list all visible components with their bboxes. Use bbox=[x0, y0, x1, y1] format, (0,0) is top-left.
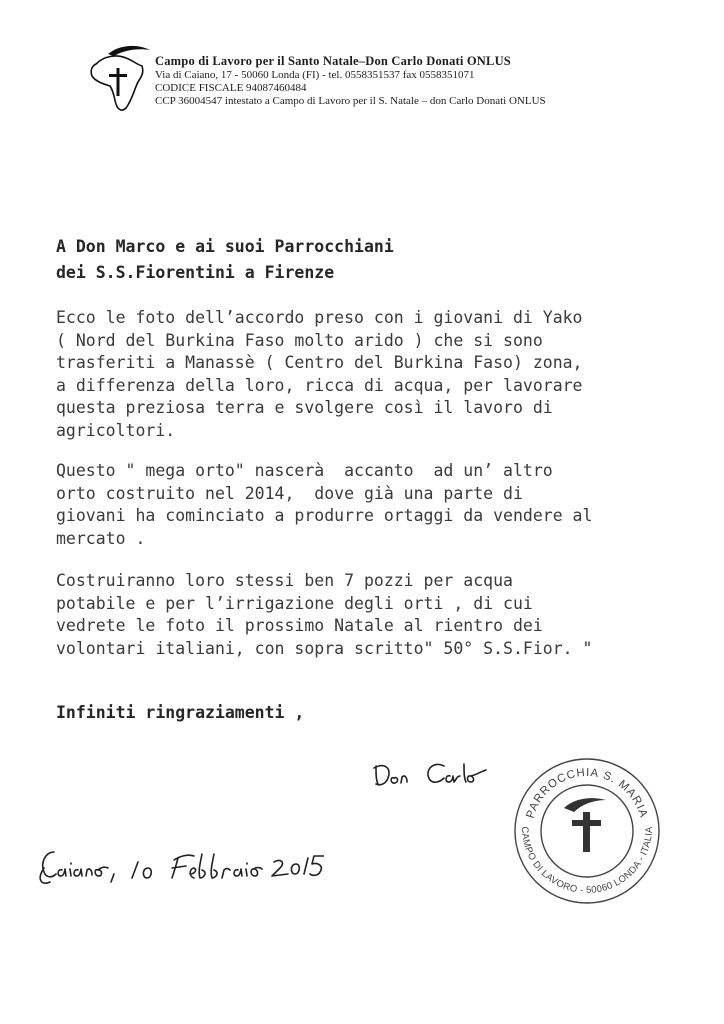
org-tax-code: CODICE FISCALE 94087460484 bbox=[155, 82, 307, 94]
paragraph-3 bbox=[56, 570, 592, 660]
salutation-line: dei S.S.Fiorentini a Firenze bbox=[56, 263, 335, 282]
salutation-line: A Don Marco e ai suoi Parrocchiani bbox=[56, 237, 394, 256]
salutation bbox=[56, 234, 394, 286]
text-line: volontari italiani, con sopra scritto" 50° S.S.Fior. " bbox=[56, 638, 593, 658]
text-line: giovani ha cominciato a produrre ortaggi da vendere al bbox=[56, 506, 593, 525]
paragraph-2 bbox=[56, 460, 592, 550]
text-line: questa preziosa terra e svolgere così il lavoro di bbox=[56, 398, 553, 417]
handwritten-date bbox=[34, 838, 324, 890]
text-line: agricoltori. bbox=[56, 420, 176, 440]
text-line: Questo " mega orto" nascerà accanto ad un’ altro bbox=[56, 461, 553, 480]
text-line: a differenza della loro, ricca di acqua, per lavorare bbox=[56, 375, 583, 395]
text-line: orto costruito nel 2014, dove già una parte di bbox=[56, 483, 523, 503]
stamp-bottom-text: CAMPO DI LAVORO - 50060 LONDA - ITALIA bbox=[518, 826, 656, 897]
comet-cross-icon bbox=[564, 798, 606, 852]
text-line: vedrete le foto il prossimo Natale al rientro dei bbox=[56, 616, 543, 635]
org-name: Campo di Lavoro per il Santo Natale–Don Carlo Donati ONLUS bbox=[155, 54, 511, 68]
text-line: potabile e per l’irrigazione degli orti , di cui bbox=[56, 593, 533, 613]
text-line: trasferiti a Manassè ( Centro del Burkina Faso) zona, bbox=[56, 353, 583, 372]
text-line: mercato . bbox=[56, 528, 146, 548]
text-line: ( Nord del Burkina Faso molto arido ) che si sono bbox=[56, 330, 543, 350]
africa-cross-logo-icon bbox=[86, 42, 152, 114]
closing-text: Infiniti ringraziamenti , bbox=[56, 703, 305, 722]
org-account: CCP 36004547 intestato a Campo di Lavoro per il S. Natale – don Carlo Donati ONLUS bbox=[155, 95, 546, 107]
parish-stamp bbox=[512, 756, 662, 906]
text-line: Costruiranno loro stessi ben 7 pozzi per acqua bbox=[56, 571, 513, 590]
letterhead bbox=[155, 54, 546, 108]
handwritten-signature bbox=[370, 752, 510, 796]
text-line: Ecco le foto dell’accordo preso con i giovani di Yako bbox=[56, 308, 583, 327]
paragraph-1 bbox=[56, 307, 583, 442]
org-address: Via di Caiano, 17 - 50060 Londa (FI) - tel. 0558351537 fax 0558351071 bbox=[155, 69, 475, 81]
stamp-top-text: PARROCCHIA S. MARIA bbox=[524, 766, 650, 820]
